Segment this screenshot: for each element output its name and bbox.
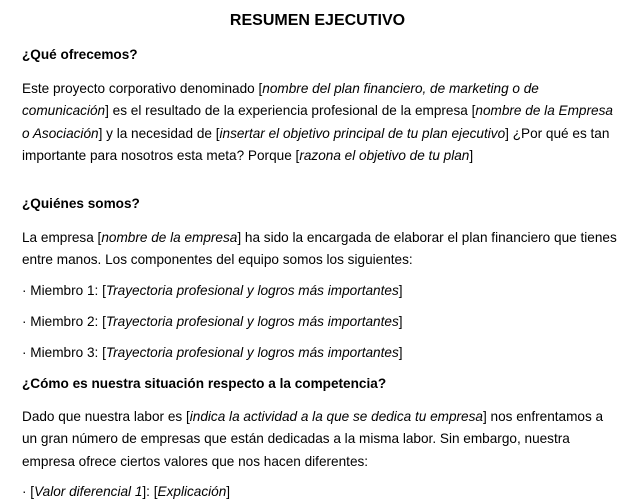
text-run: La empresa [ [22,230,102,245]
placeholder-company: nombre de la empresa [101,230,238,245]
text-run: ] [469,147,474,163]
placeholder-activity: indica la actividad a la que se dedica tu empresa [189,409,483,424]
text-run: ]: [ [142,484,158,499]
list-item-member-1 [22,280,617,302]
text-run: ] y la necesidad de [ [98,125,220,141]
text-run: ] ha sido la encargada de elaborar el plan financiero que tienes entre manos. Los componentes del equipo somos los siguientes: [22,230,617,268]
text-run: ] es el resultado de la experiencia profesional de la empresa [ [105,103,476,119]
member-label: · Miembro 2: [ [22,314,106,329]
text-run: Este proyecto corporativo denominado [ [22,81,263,96]
member-detail: Trayectoria profesional y logros más importantes [105,283,399,298]
member-detail: Trayectoria profesional y logros más importantes [105,345,399,360]
member-label: · Miembro 3: [ [22,345,106,360]
list-item-member-2 [22,311,617,333]
section-heading-what-we-offer: ¿Qué ofrecemos? [22,47,138,62]
paragraph-who-we-are [22,227,617,272]
paragraph-what-we-offer [22,78,617,167]
document-title: RESUMEN EJECUTIVO [229,12,406,29]
text-run: ] [398,345,403,360]
text-run: ] ¿Por qué es tan importante para nosotros esta meta? Porque [ [22,125,610,163]
paragraph-competition [22,406,617,473]
placeholder-differential-value: Valor diferencial 1 [34,484,143,499]
placeholder-main-objective: insertar el objetivo principal de tu plan ejecutivo [219,125,506,141]
placeholder-explanation: Explicación [157,484,227,499]
member-label: · Miembro 1: [ [22,283,106,298]
member-detail: Trayectoria profesional y logros más importantes [105,314,399,329]
placeholder-reason: razona el objetivo de tu plan [299,147,470,163]
text-run: ] nos enfrentamos a un gran número de empresas que están dedicadas a la misma labor. Sin embargo, nuestra empresa ofrece ciertos valores que nos hacen diferentes: [22,409,604,469]
placeholder-company-name: nombre de la Empresa o Asociación [22,103,613,141]
list-item-member-3 [22,342,617,364]
text-run: ] [226,484,231,499]
section-heading-competition: ¿Cómo es nuestra situación respecto a la competencia? [22,376,387,391]
text-run: · [ [22,484,35,499]
text-run: Dado que nuestra labor es [ [22,409,190,424]
list-item-differential-value [22,481,617,503]
placeholder-plan-name: nombre del plan financiero, de marketing o de comunicación [22,81,539,119]
section-heading-who-we-are: ¿Quiénes somos? [22,196,140,211]
text-run: ] [398,314,403,329]
text-run: ] [398,283,403,298]
